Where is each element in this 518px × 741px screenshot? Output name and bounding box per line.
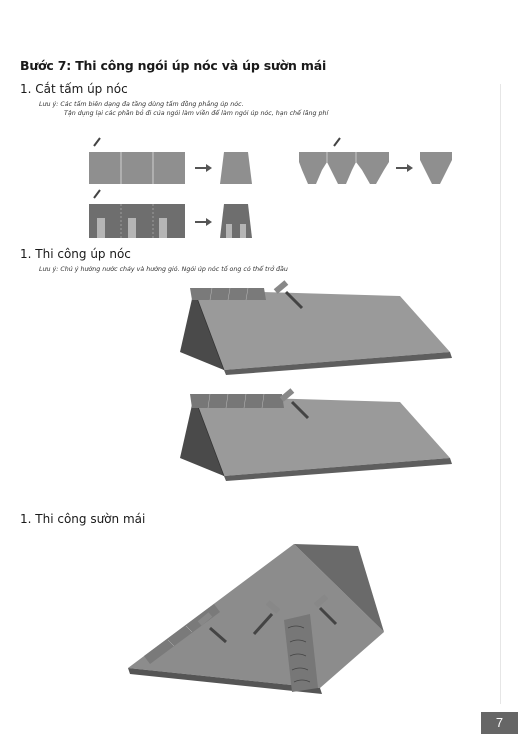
section-note-cut-2: Tận dụng lại các phần bỏ đi của ngói làm viền để làm ngói úp nóc, hạn chế lãng phí [64, 110, 329, 117]
ridge-install-diagram-1 [168, 282, 458, 378]
cut-tab-piece-figure [220, 204, 252, 238]
ridge-cut-diagram [80, 132, 460, 244]
hex-strip-figure [299, 138, 389, 184]
arrow-icon [195, 164, 212, 172]
ridge-install-diagram-2 [168, 388, 458, 484]
flat-strip-figure [89, 138, 185, 184]
section-heading-cut: 1. Cắt tấm úp nóc [20, 82, 128, 96]
page-frame-line [500, 84, 501, 704]
tab-strip-figure [89, 190, 185, 238]
page-number: 7 [481, 712, 518, 734]
section-note-ridge: Lưu ý: Chú ý hướng nước chảy và hướng gió. Ngói úp nóc tố ong có thể trở đầu [39, 266, 288, 273]
section-heading-hip: 1. Thi công sườn mái [20, 512, 146, 526]
arrow-icon [396, 164, 413, 172]
cut-hex-piece-figure [420, 152, 452, 184]
cut-piece-figure [220, 152, 252, 184]
section-note-cut-1: Lưu ý: Các tấm biên dạng đa tầng dùng tấm đồng phẳng úp nóc. [39, 101, 244, 108]
arrow-icon [195, 218, 212, 226]
section-heading-ridge: 1. Thi công úp nóc [20, 247, 131, 261]
hip-install-diagram [124, 538, 394, 698]
step-title: Bước 7: Thi công ngói úp nóc và úp sườn mái [20, 58, 327, 73]
